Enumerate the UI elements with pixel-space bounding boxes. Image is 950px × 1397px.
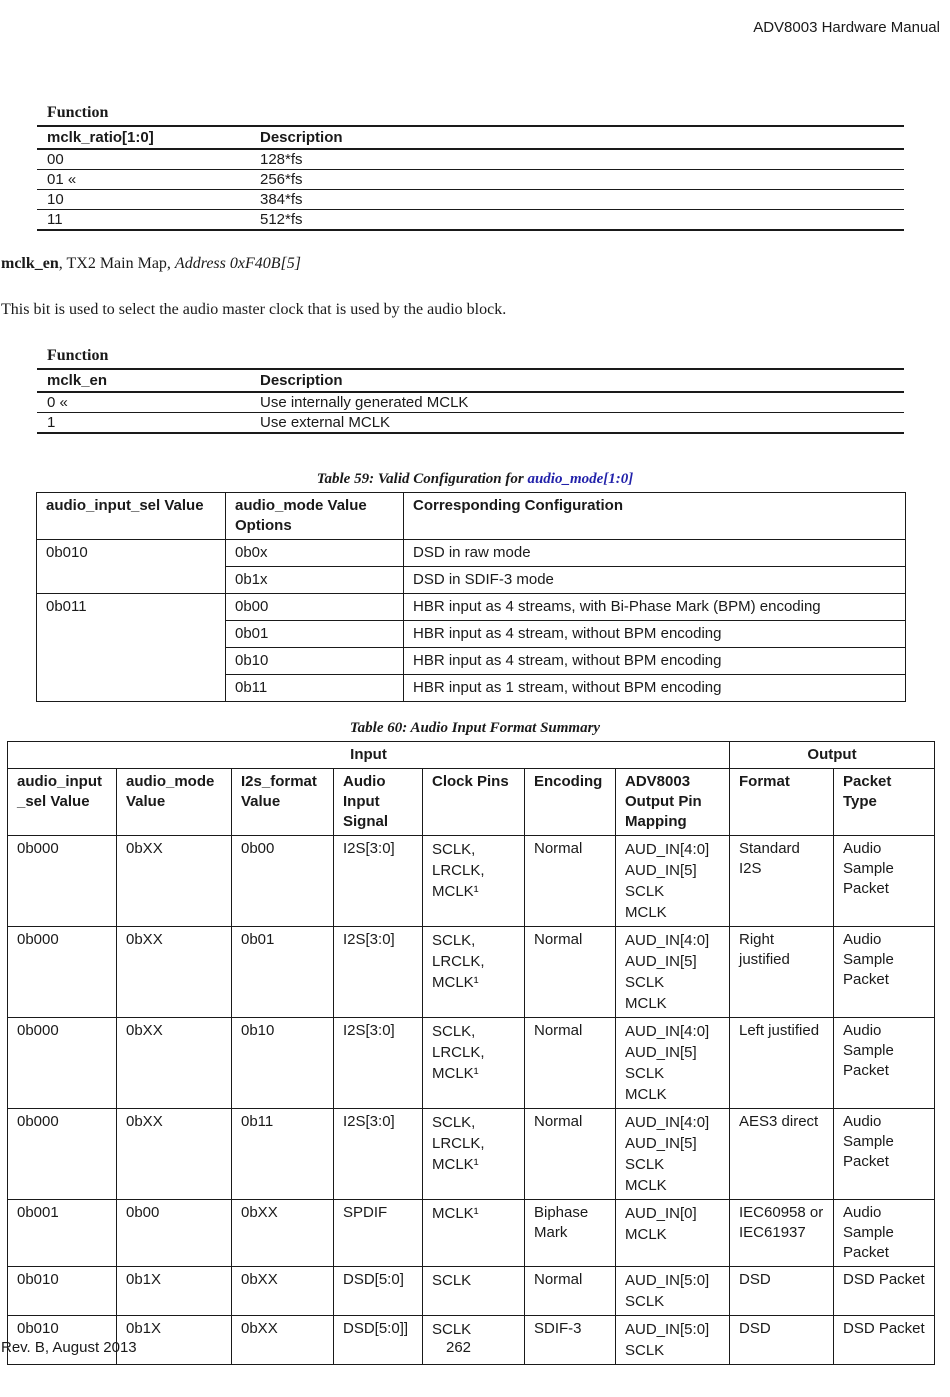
table-cell: 0b010 [8,1267,117,1316]
table-cell: Use internally generated MCLK [250,392,904,413]
cell-line: SCLK, [432,1114,476,1131]
audio-mode-link[interactable]: audio_mode[1:0] [527,471,634,487]
table-cell: Normal [525,836,616,927]
table-cell: 128*fs [250,149,904,170]
table-cell: Normal [525,1018,616,1109]
table-cell: Standard I2S [730,836,834,927]
table-cell: DSD[5:0] [334,1267,423,1316]
table-header: audio_input_sel Value [37,493,226,540]
cell-line: MCLK [625,1086,667,1103]
cell-line: AUD_IN[4:0] [625,841,710,858]
table-cell: SPDIF [334,1200,423,1267]
table-cell: 0bXX [117,927,232,1018]
table-cell [616,1200,730,1267]
table-header: ADV8003 Output Pin Mapping [616,769,730,836]
cell-line: AUD_IN[5] [625,862,697,879]
table-row [37,540,906,567]
table-header: mclk_ratio[1:0] [37,126,250,149]
register-map: , TX2 Main Map, [58,255,175,272]
cell-line: SCLK [625,1065,665,1082]
cell-line: MCLK¹ [432,1205,479,1222]
table-cell: Use external MCLK [250,413,904,434]
group-header-input: Input [8,742,730,769]
table-header: Corresponding Configuration [404,493,906,540]
cell-line: MCLK [625,904,667,921]
cell-line: MCLK [625,1177,667,1194]
register-name: mclk_en [1,255,59,272]
table-cell: 0b000 [8,927,117,1018]
cell-line: SCLK [432,1321,472,1338]
table-row [37,149,904,170]
table-cell [616,927,730,1018]
table59-caption [0,471,950,488]
table-cell: 0b11 [226,675,404,702]
cell-line: MCLK [625,1226,667,1243]
page-number: 262 [446,1339,472,1356]
table-cell: 00 [37,149,250,170]
table-header: Encoding [525,769,616,836]
table60 [7,741,935,1365]
table-header: Description [250,126,904,149]
mclk-ratio-table [37,125,904,231]
table-cell: 11 [37,210,250,231]
table-cell: 0b000 [8,836,117,927]
mclk-en-description: This bit is used to select the audio master clock that is used by the audio block. [1,301,507,318]
table-cell: 0bXX [117,1018,232,1109]
table-header: Format [730,769,834,836]
cell-line: MCLK¹ [432,974,479,991]
table-cell: 0bXX [232,1200,334,1267]
table-cell: 0b1x [226,567,404,594]
table-cell: 0b01 [226,621,404,648]
table-cell: 0bXX [117,836,232,927]
cell-line: MCLK¹ [432,1156,479,1173]
table-cell: 0b010 [8,1316,117,1365]
cell-line: SCLK [625,1293,665,1310]
table-cell: DSD Packet [834,1316,935,1365]
table-row [8,1018,935,1109]
group-header-output: Output [730,742,935,769]
table-header: audio_mode Value Options [226,493,404,540]
table-cell: I2S[3:0] [334,836,423,927]
table-cell: Normal [525,1267,616,1316]
cell-line: AUD_IN[4:0] [625,1114,710,1131]
table-cell [423,1316,525,1365]
cell-line: AUD_IN[4:0] [625,932,710,949]
table-cell [616,1267,730,1316]
mclk-en-table-title: Function [47,347,109,364]
mclk-en-heading [1,255,301,273]
table-cell: I2S[3:0] [334,1018,423,1109]
table-row [37,190,904,210]
table-cell: DSD [730,1316,834,1365]
table-cell: 0b00 [117,1200,232,1267]
cell-line: AUD_IN[4:0] [625,1023,710,1040]
table-cell: 0b00 [226,594,404,621]
table-cell: 10 [37,190,250,210]
table-cell: 384*fs [250,190,904,210]
cell-line: AUD_IN[5:0] [625,1321,710,1338]
table-cell: HBR input as 4 stream, without BPM encoding [404,648,906,675]
table-cell: Right justified [730,927,834,1018]
table-cell: HBR input as 4 streams, with Bi-Phase Mark (BPM) encoding [404,594,906,621]
table-cell [423,836,525,927]
table-header: Description [250,369,904,392]
table-row [8,927,935,1018]
cell-line: SCLK [625,883,665,900]
cell-line: LRCLK, [432,953,485,970]
cell-line: AUD_IN[5] [625,1135,697,1152]
cell-line: SCLK [625,1342,665,1359]
table-cell: 0 « [37,392,250,413]
table-cell: 0b001 [8,1200,117,1267]
table-cell: DSD Packet [834,1267,935,1316]
cell-line: SCLK, [432,841,476,858]
table-cell: 0b1X [117,1267,232,1316]
table-cell [616,1316,730,1365]
table-cell: Left justified [730,1018,834,1109]
cell-line: MCLK¹ [432,883,479,900]
table-cell: 512*fs [250,210,904,231]
table-cell: 0bXX [232,1316,334,1365]
table-cell: Biphase Mark [525,1200,616,1267]
table-row [8,1267,935,1316]
cell-line: AUD_IN[0] [625,1205,697,1222]
table-cell [423,927,525,1018]
cell-line: LRCLK, [432,1135,485,1152]
table-cell: 0b000 [8,1018,117,1109]
table-cell [616,1109,730,1200]
table-cell: DSD[5:0]] [334,1316,423,1365]
table-cell: AES3 direct [730,1109,834,1200]
table-cell: 0b011 [37,594,226,702]
table-cell: SDIF-3 [525,1316,616,1365]
table-cell: Normal [525,1109,616,1200]
cell-line: SCLK [432,1272,472,1289]
table59 [36,492,906,702]
table-cell: 0b10 [226,648,404,675]
table60-caption: Table 60: Audio Input Format Summary [349,720,601,736]
table-header: audio_mode Value [117,769,232,836]
table-cell: Audio Sample Packet [834,836,935,927]
table-cell: 0b10 [232,1018,334,1109]
table-cell: 0b00 [232,836,334,927]
table-cell: 0b000 [8,1109,117,1200]
caption-text: Table 59: Valid Configuration for [316,471,528,487]
table-cell: Audio Sample Packet [834,1018,935,1109]
table-header: I2s_format Value [232,769,334,836]
table-row [37,594,906,621]
table-cell [616,836,730,927]
cell-line: SCLK [625,1156,665,1173]
table-cell: 01 « [37,170,250,190]
table-cell: DSD in raw mode [404,540,906,567]
table-cell: 0bXX [232,1267,334,1316]
table-cell: 0b1X [117,1316,232,1365]
table-cell [423,1267,525,1316]
cell-line: SCLK [625,974,665,991]
register-address: Address 0xF40B[5] [174,255,301,272]
cell-line: MCLK [625,995,667,1012]
table-row [37,210,904,231]
table-cell [423,1109,525,1200]
cell-line: SCLK, [432,932,476,949]
table-cell: I2S[3:0] [334,1109,423,1200]
table-cell: Normal [525,927,616,1018]
table-cell: 0bXX [117,1109,232,1200]
table-row [8,1109,935,1200]
table-cell: 0b11 [232,1109,334,1200]
table-cell: I2S[3:0] [334,927,423,1018]
table-cell: 0b01 [232,927,334,1018]
table-cell: HBR input as 4 stream, without BPM encoding [404,621,906,648]
table-cell: IEC60958 or IEC61937 [730,1200,834,1267]
table-cell: 0b0x [226,540,404,567]
table-header: Audio Input Signal [334,769,423,836]
table-cell: DSD [730,1267,834,1316]
cell-line: AUD_IN[5:0] [625,1272,710,1289]
table-cell: Audio Sample Packet [834,1109,935,1200]
table-row [37,170,904,190]
table-cell: Audio Sample Packet [834,927,935,1018]
cell-line: SCLK, [432,1023,476,1040]
cell-line: LRCLK, [432,862,485,879]
table-header: mclk_en [37,369,250,392]
table-cell [423,1018,525,1109]
table-row [37,413,904,434]
cell-line: AUD_IN[5] [625,953,697,970]
table-cell: HBR input as 1 stream, without BPM encoding [404,675,906,702]
table-row [8,836,935,927]
table-cell [616,1018,730,1109]
cell-line: MCLK¹ [432,1065,479,1082]
table-header: Clock Pins [423,769,525,836]
table-cell [423,1200,525,1267]
table-cell: DSD in SDIF-3 mode [404,567,906,594]
table-cell: 256*fs [250,170,904,190]
table-cell: 0b010 [37,540,226,594]
table-row [37,392,904,413]
cell-line: LRCLK, [432,1044,485,1061]
cell-line: AUD_IN[5] [625,1044,697,1061]
table-row [8,1200,935,1267]
table-cell: Audio Sample Packet [834,1200,935,1267]
mclk-en-table [37,368,904,434]
footer-revision: Rev. B, August 2013 [1,1339,137,1356]
table-cell: 1 [37,413,250,434]
mclk-ratio-table-title: Function [47,104,109,121]
header-title: ADV8003 Hardware Manual [753,19,940,36]
table-header: audio_input _sel Value [8,769,117,836]
table-header: Packet Type [834,769,935,836]
